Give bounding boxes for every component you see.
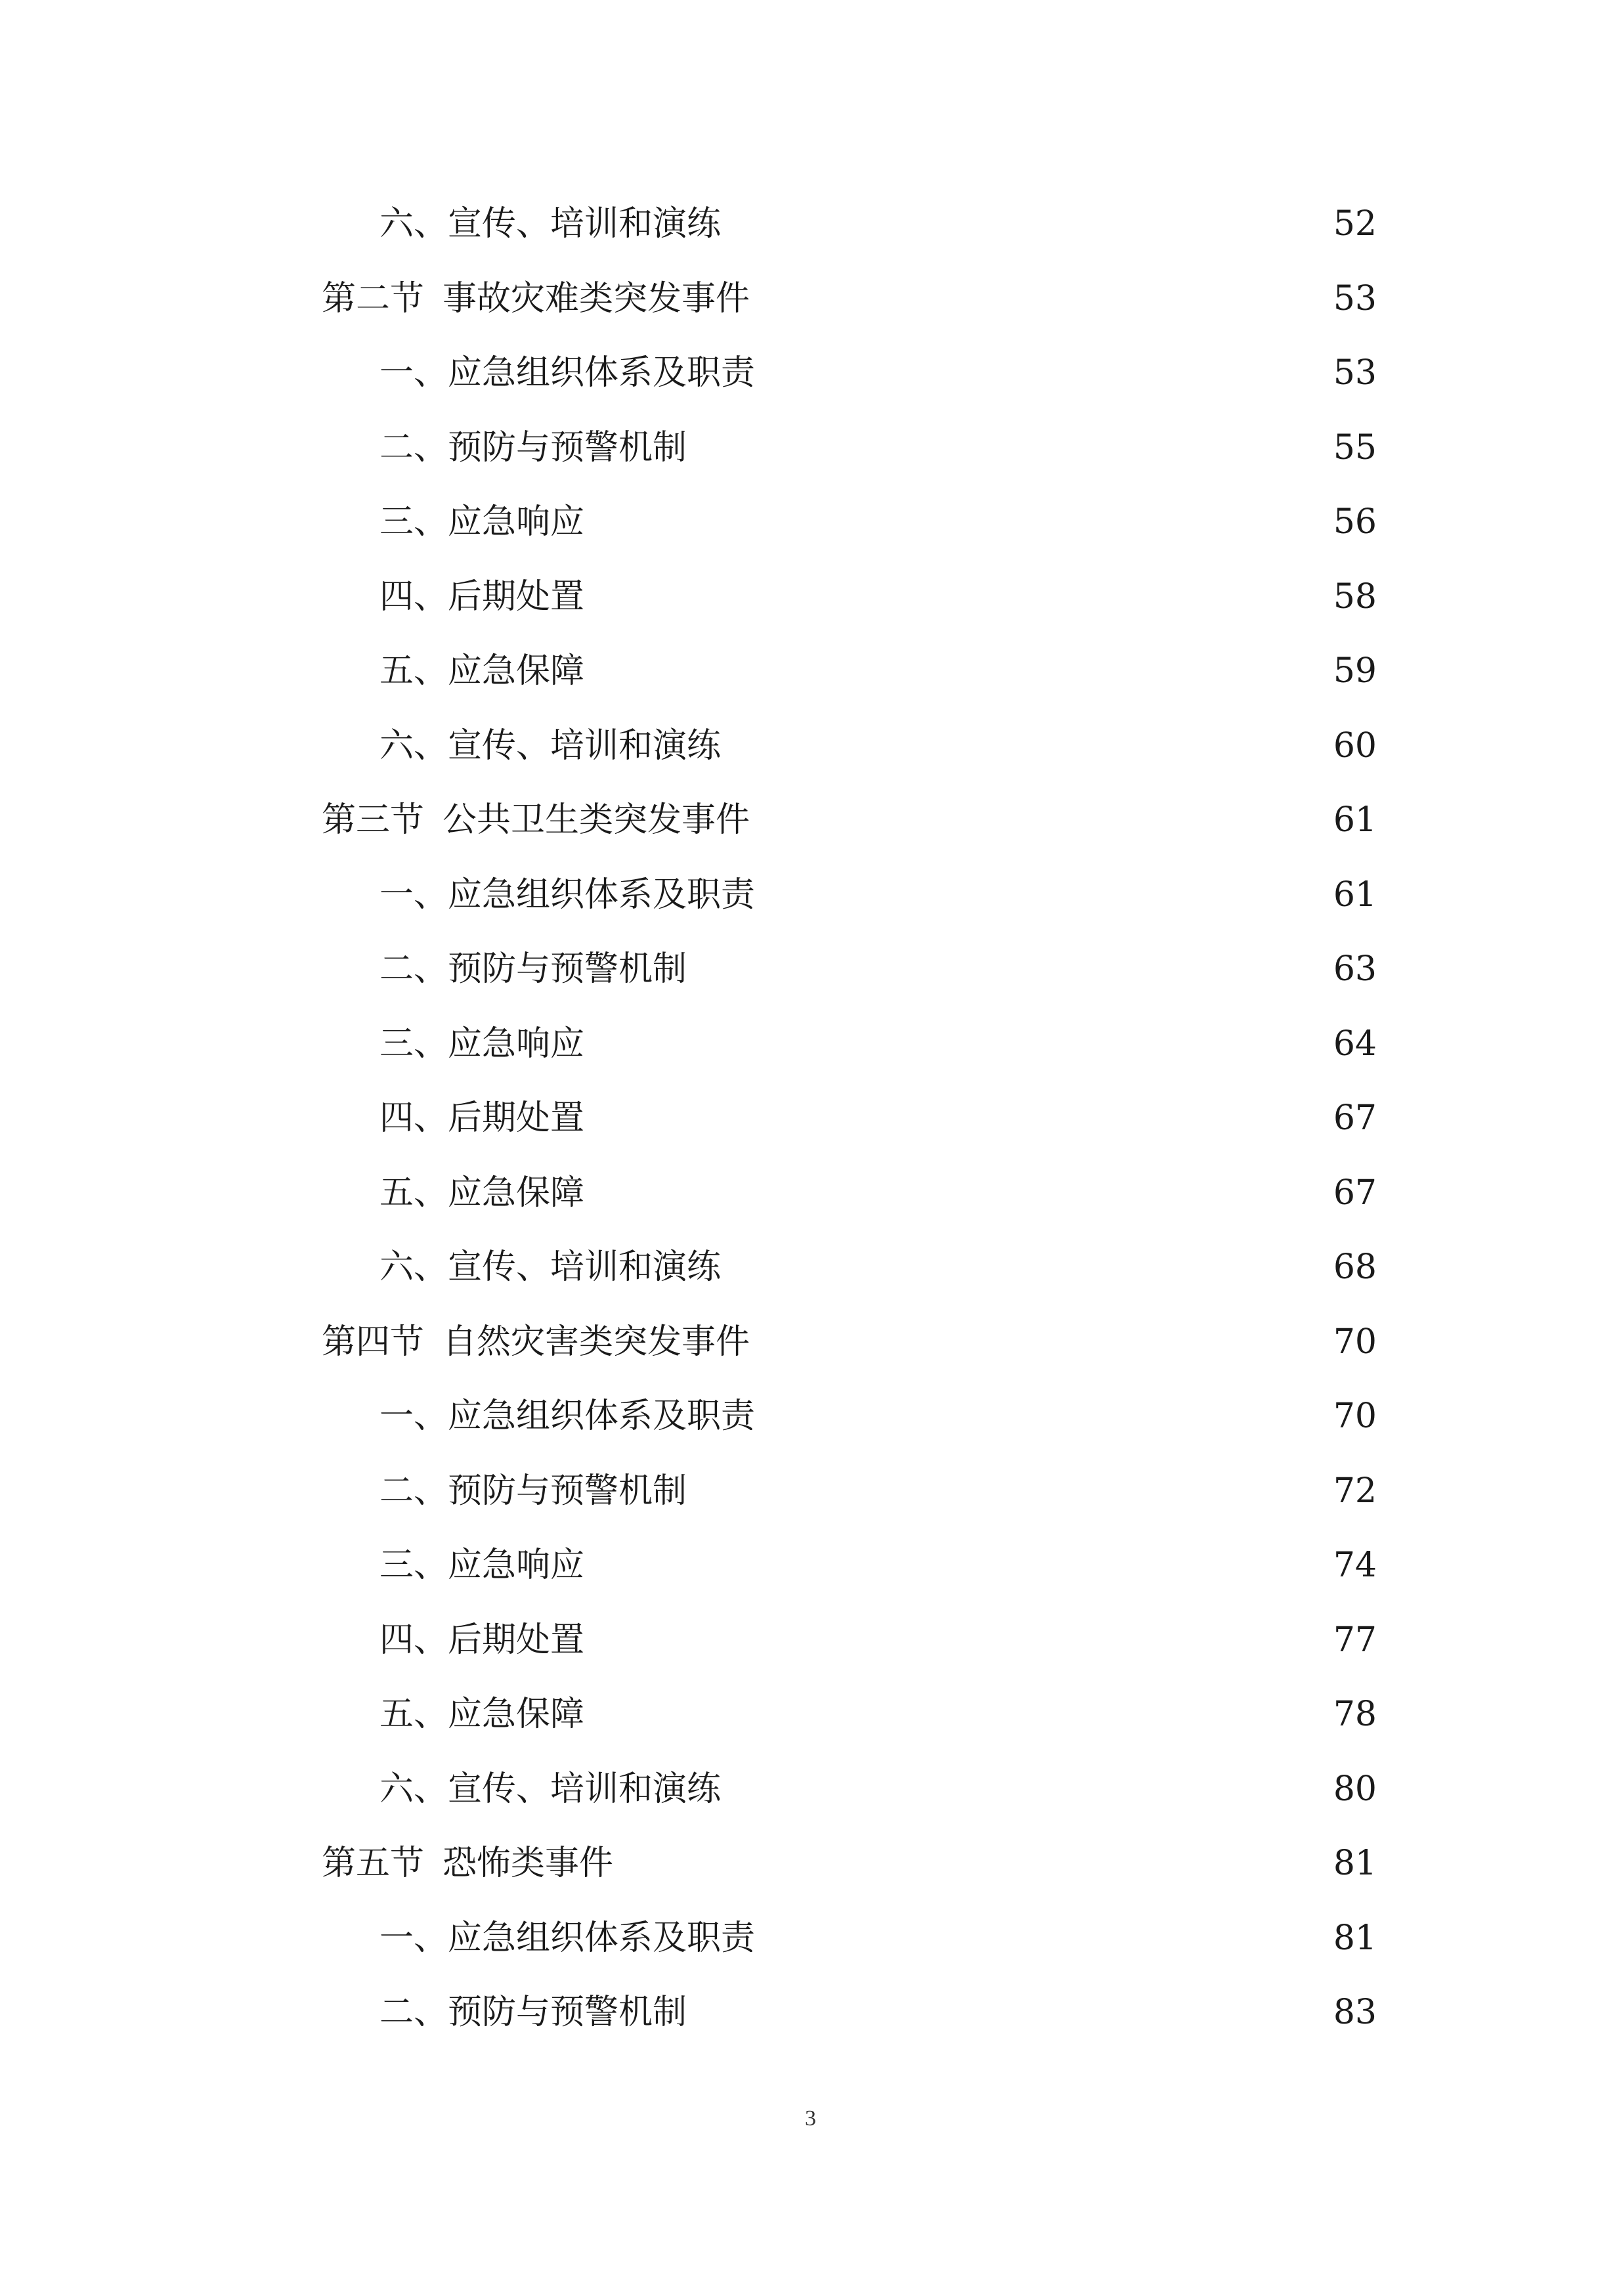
toc-page-number: 61 [1333,875,1377,915]
page-number: 3 [805,2106,816,2131]
toc-page-number: 59 [1333,651,1377,691]
toc-page-number: 70 [1333,1322,1377,1362]
toc-entry-label [322,269,750,328]
toc-entry-label [379,418,687,477]
toc-section-entry[interactable] [322,1834,1377,1893]
toc-entry-title: 五、应急保障 [379,1173,585,1213]
toc-subsection-entry[interactable] [379,1536,1377,1595]
toc-entry-title: 三、应急响应 [379,1546,585,1585]
toc-entry-title: 事故灾难类突发事件 [443,279,750,318]
toc-entry-label [379,1387,755,1446]
toc-subsection-entry[interactable] [379,418,1377,477]
toc-page-number: 53 [1333,279,1377,318]
toc-subsection-entry[interactable] [379,1983,1377,2042]
dot-leader [700,1983,1322,2042]
dot-leader [597,641,1322,701]
toc-page-number: 52 [1333,204,1377,244]
toc-entry-label [379,1238,721,1297]
toc-page-number: 53 [1333,353,1377,393]
toc-entry-title: 五、应急保障 [379,651,585,691]
dot-leader [768,1909,1322,1968]
toc-entry-title: 四、后期处置 [379,577,585,617]
toc-entry-label [379,1462,687,1521]
toc-entry-label [322,1312,750,1372]
toc-page-number: 83 [1333,1993,1377,2032]
toc-subsection-entry[interactable] [379,940,1377,999]
toc-entry-label [379,1611,584,1670]
dot-leader [763,791,1322,850]
toc-entry-title: 六、宣传、培训和演练 [379,726,722,766]
toc-section-entry[interactable] [322,269,1377,328]
dot-leader [597,1163,1322,1223]
toc-page-number: 55 [1333,428,1377,467]
toc-entry-title: 二、预防与预警机制 [379,1471,687,1511]
dot-leader [763,269,1322,328]
toc-entry-title: 一、应急组织体系及职责 [379,1918,756,1958]
toc-subsection-entry[interactable] [379,1909,1377,1968]
toc-section-number: 第二节 [322,279,425,318]
toc-subsection-entry[interactable] [379,343,1377,402]
toc-subsection-entry[interactable] [379,1163,1377,1223]
dot-leader [700,940,1322,999]
toc-subsection-entry[interactable] [379,1238,1377,1297]
toc-page-number: 77 [1333,1620,1377,1660]
toc-entry-title: 五、应急保障 [379,1695,585,1734]
dot-leader [597,492,1322,552]
toc-subsection-entry[interactable] [379,194,1377,253]
toc-entry-title: 四、后期处置 [379,1098,585,1138]
dot-leader [763,1312,1322,1372]
toc-subsection-entry[interactable] [379,1685,1377,1744]
dot-leader [700,1462,1322,1521]
toc-page-number: 80 [1333,1769,1377,1809]
toc-entry-title: 三、应急响应 [379,1024,585,1064]
dot-leader [700,418,1322,477]
toc-entry-label [322,791,750,850]
toc-entry-title: 二、预防与预警机制 [379,428,687,467]
dot-leader [768,865,1322,924]
toc-page-number: 81 [1333,1918,1377,1958]
toc-page-number: 81 [1333,1844,1377,1883]
dot-leader [597,1014,1322,1073]
toc-section-entry[interactable] [322,791,1377,850]
toc-entry-title: 四、后期处置 [379,1620,585,1660]
toc-subsection-entry[interactable] [379,1760,1377,1819]
toc-entry-title: 二、预防与预警机制 [379,949,687,989]
toc-entry-label [379,716,721,775]
dot-leader [734,194,1322,253]
toc-entry-label [379,1536,584,1595]
toc-section-number: 第四节 [322,1322,425,1362]
dot-leader [734,716,1322,775]
toc-entry-label [379,567,584,626]
toc-entry-title: 六、宣传、培训和演练 [379,1769,722,1809]
toc-entry-label [379,492,584,552]
toc-entry-title: 二、预防与预警机制 [379,1993,687,2032]
toc-entry-label [379,1760,721,1819]
toc-entry-label [379,1909,755,1968]
toc-page-number: 58 [1333,577,1377,617]
toc-entry-title: 六、宣传、培训和演练 [379,1247,722,1287]
toc-entry-title: 一、应急组织体系及职责 [379,875,756,915]
toc-entry-label [379,194,721,253]
toc-page-number: 70 [1333,1397,1377,1436]
toc-page-number: 56 [1333,502,1377,542]
toc-entry-title: 一、应急组织体系及职责 [379,353,756,393]
toc-subsection-entry[interactable] [379,1611,1377,1670]
dot-leader [597,1611,1322,1670]
toc-section-number: 第五节 [322,1844,425,1883]
toc-subsection-entry[interactable] [379,1089,1377,1148]
toc-page-number: 74 [1333,1546,1377,1585]
toc-subsection-entry[interactable] [379,492,1377,552]
toc-entry-label [379,1014,584,1073]
toc-subsection-entry[interactable] [379,865,1377,924]
toc-entry-title: 六、宣传、培训和演练 [379,204,722,244]
dot-leader [768,343,1322,402]
toc-entry-label [379,1685,584,1744]
dot-leader [734,1760,1322,1819]
toc-subsection-entry[interactable] [379,1014,1377,1073]
toc-entry-label [379,1089,584,1148]
dot-leader [734,1238,1322,1297]
toc-entry-label [379,940,687,999]
toc-page-number: 72 [1333,1471,1377,1511]
toc-section-entry[interactable] [322,1312,1377,1372]
toc-entry-title: 恐怖类事件 [443,1844,614,1883]
dot-leader [626,1834,1322,1893]
toc-entry-label [379,343,755,402]
toc-page-number: 63 [1333,949,1377,989]
dot-leader [597,1536,1322,1595]
toc-page-number: 78 [1333,1695,1377,1734]
toc-page-number: 68 [1333,1247,1377,1287]
toc-entry-label [322,1834,613,1893]
toc-page-number: 67 [1333,1173,1377,1213]
toc-page-number: 60 [1333,726,1377,766]
toc-entry-label [379,1983,687,2042]
toc-page-number: 64 [1333,1024,1377,1064]
toc-entry-label [379,1163,584,1223]
toc-entry-title: 公共卫生类突发事件 [443,800,750,840]
dot-leader [597,1685,1322,1744]
toc-subsection-entry[interactable] [379,641,1377,701]
toc-entry-label [379,865,755,924]
dot-leader [768,1387,1322,1446]
toc-page-number: 67 [1333,1098,1377,1138]
toc-section-number: 第三节 [322,800,425,840]
toc-page-number: 61 [1333,800,1377,840]
toc-subsection-entry[interactable] [379,716,1377,775]
toc-entry-label [379,641,584,701]
toc-subsection-entry[interactable] [379,567,1377,626]
toc-subsection-entry[interactable] [379,1387,1377,1446]
toc-subsection-entry[interactable] [379,1462,1377,1521]
toc-entry-title: 自然灾害类突发事件 [443,1322,750,1362]
toc-entry-title: 三、应急响应 [379,502,585,542]
dot-leader [597,1089,1322,1148]
dot-leader [597,567,1322,626]
toc-entry-title: 一、应急组织体系及职责 [379,1397,756,1436]
